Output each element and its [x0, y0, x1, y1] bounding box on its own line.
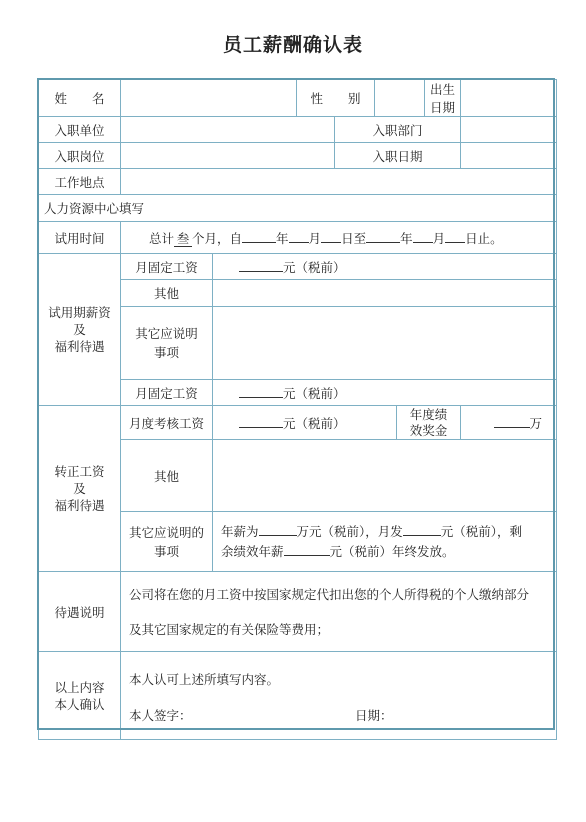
probation-notes-label-line1: 其它应说明 [135, 326, 198, 341]
birth-date-value[interactable] [461, 80, 557, 117]
regular-other-label: 其他 [121, 440, 213, 512]
start-year-blank[interactable] [242, 230, 276, 243]
probation-fixed-salary-blank[interactable] [239, 259, 283, 272]
start-month-blank[interactable] [289, 230, 309, 243]
confirmation-label-line1: 以上内容 [54, 679, 105, 695]
start-day-label: 日至 [341, 230, 367, 246]
end-day-blank[interactable] [445, 230, 465, 243]
work-location-value[interactable] [121, 169, 557, 195]
department-value[interactable] [461, 117, 557, 143]
name-value[interactable] [121, 80, 297, 117]
probation-other-label: 其他 [121, 280, 213, 307]
annual-salary-text5: 元（税前）年终发放。 [329, 543, 455, 559]
remaining-performance-blank[interactable] [284, 543, 330, 556]
probation-other-value[interactable] [213, 280, 557, 307]
probation-period-cell [121, 222, 557, 254]
position-value[interactable] [121, 143, 335, 169]
birth-date-text: 出生日期 [430, 82, 456, 115]
probation-fixed-salary-cell [213, 254, 557, 280]
annual-salary-line2 [221, 542, 551, 562]
regular-fixed-salary-blank[interactable] [239, 385, 283, 398]
start-month-label: 月 [308, 230, 322, 246]
annual-bonus-label [397, 406, 461, 440]
employer-value[interactable] [121, 117, 335, 143]
probation-salary-label [39, 254, 121, 406]
end-year-label: 年 [400, 230, 413, 246]
annual-bonus-cell [461, 406, 557, 440]
assessment-salary-unit: 元（税前） [283, 415, 346, 431]
regular-notes-label [121, 512, 213, 572]
annual-bonus-unit: 万 [529, 415, 543, 431]
gender-label: 性 别 [297, 80, 375, 117]
regular-salary-label [39, 406, 121, 572]
probation-months-suffix: 个月，自 [192, 230, 243, 246]
probation-time-label: 试用时间 [39, 222, 121, 254]
probation-salary-label-line1: 试用期薪资 [48, 305, 111, 320]
gender-value[interactable] [375, 80, 425, 117]
end-month-blank[interactable] [413, 230, 433, 243]
probation-fixed-salary-label: 月固定工资 [121, 254, 213, 280]
probation-salary-label-line3: 福利待遇 [54, 339, 105, 354]
annual-bonus-label-line2: 效奖金 [409, 422, 448, 438]
assessment-salary-cell [213, 406, 397, 440]
treatment-notes-label: 待遇说明 [39, 572, 121, 652]
assessment-salary-blank[interactable] [239, 415, 283, 428]
annual-salary-text2: 万元（税前），月发 [296, 523, 403, 539]
salary-confirmation-table [38, 79, 557, 740]
annual-salary-cell [213, 512, 557, 572]
annual-salary-text3: 元（税前），剩 [440, 523, 523, 539]
probation-notes-label-line2: 事项 [153, 345, 179, 360]
regular-notes-label-line1: 其它应说明的 [128, 524, 204, 540]
annual-salary-text1: 年薪为 [221, 523, 259, 539]
annual-bonus-label-line1: 年度绩 [409, 406, 448, 422]
confirmation-cell [121, 652, 557, 740]
signature-row [129, 706, 551, 722]
treatment-text-line2: 及其它国家规定的有关保险等费用； [129, 621, 330, 637]
annual-salary-text4: 余绩效年薪 [221, 543, 284, 559]
treatment-notes-cell [121, 572, 557, 652]
regular-fixed-salary-unit: 元（税前） [283, 385, 346, 401]
probation-notes-label [121, 307, 213, 380]
regular-salary-label-line3: 福利待遇 [54, 498, 105, 513]
probation-salary-label-line2: 及 [73, 322, 86, 337]
annual-salary-wan-blank[interactable] [259, 523, 297, 536]
end-month-label: 月 [432, 230, 446, 246]
join-date-label: 入职日期 [335, 143, 461, 169]
regular-other-value[interactable] [213, 440, 557, 512]
position-label: 入职岗位 [39, 143, 121, 169]
start-day-blank[interactable] [321, 230, 341, 243]
regular-fixed-salary-cell [213, 380, 557, 406]
annual-salary-line1 [221, 522, 551, 542]
form-title: 员工薪酬确认表 [222, 34, 363, 56]
work-location-label: 工作地点 [39, 169, 121, 195]
department-label: 入职部门 [335, 117, 461, 143]
probation-fixed-salary-unit: 元（税前） [283, 259, 346, 275]
regular-salary-label-line1: 转正工资 [54, 464, 105, 479]
monthly-pay-blank[interactable] [403, 523, 441, 536]
regular-salary-label-line2: 及 [73, 481, 86, 496]
hr-section-header: 人力资源中心填写 [39, 195, 557, 222]
annual-bonus-blank[interactable] [494, 415, 530, 428]
name-label: 姓 名 [39, 80, 121, 117]
confirmation-statement: 本人认可上述所填写内容。 [129, 671, 280, 687]
signature-label[interactable]: 本人签字： [129, 707, 192, 723]
birth-date-label [425, 80, 461, 117]
join-date-value[interactable] [461, 143, 557, 169]
assessment-salary-label: 月度考核工资 [121, 406, 213, 440]
confirmation-label [39, 652, 121, 740]
start-year-label: 年 [276, 230, 289, 246]
regular-fixed-salary-label: 月固定工资 [121, 380, 213, 406]
probation-notes-value[interactable] [213, 307, 557, 380]
probation-months[interactable]: 叁 [174, 232, 192, 247]
confirmation-label-line2: 本人确认 [54, 696, 105, 712]
end-day-label: 日止。 [465, 230, 503, 246]
treatment-text-line1: 公司将在您的月工资中按国家规定代扣出您的个人所得税的个人缴纳部分 [129, 586, 530, 602]
employer-label: 入职单位 [39, 117, 121, 143]
date-label[interactable]: 日期： [355, 707, 393, 723]
regular-notes-label-line2: 事项 [153, 543, 179, 559]
probation-prefix: 总计 [149, 230, 175, 246]
end-year-blank[interactable] [366, 230, 400, 243]
